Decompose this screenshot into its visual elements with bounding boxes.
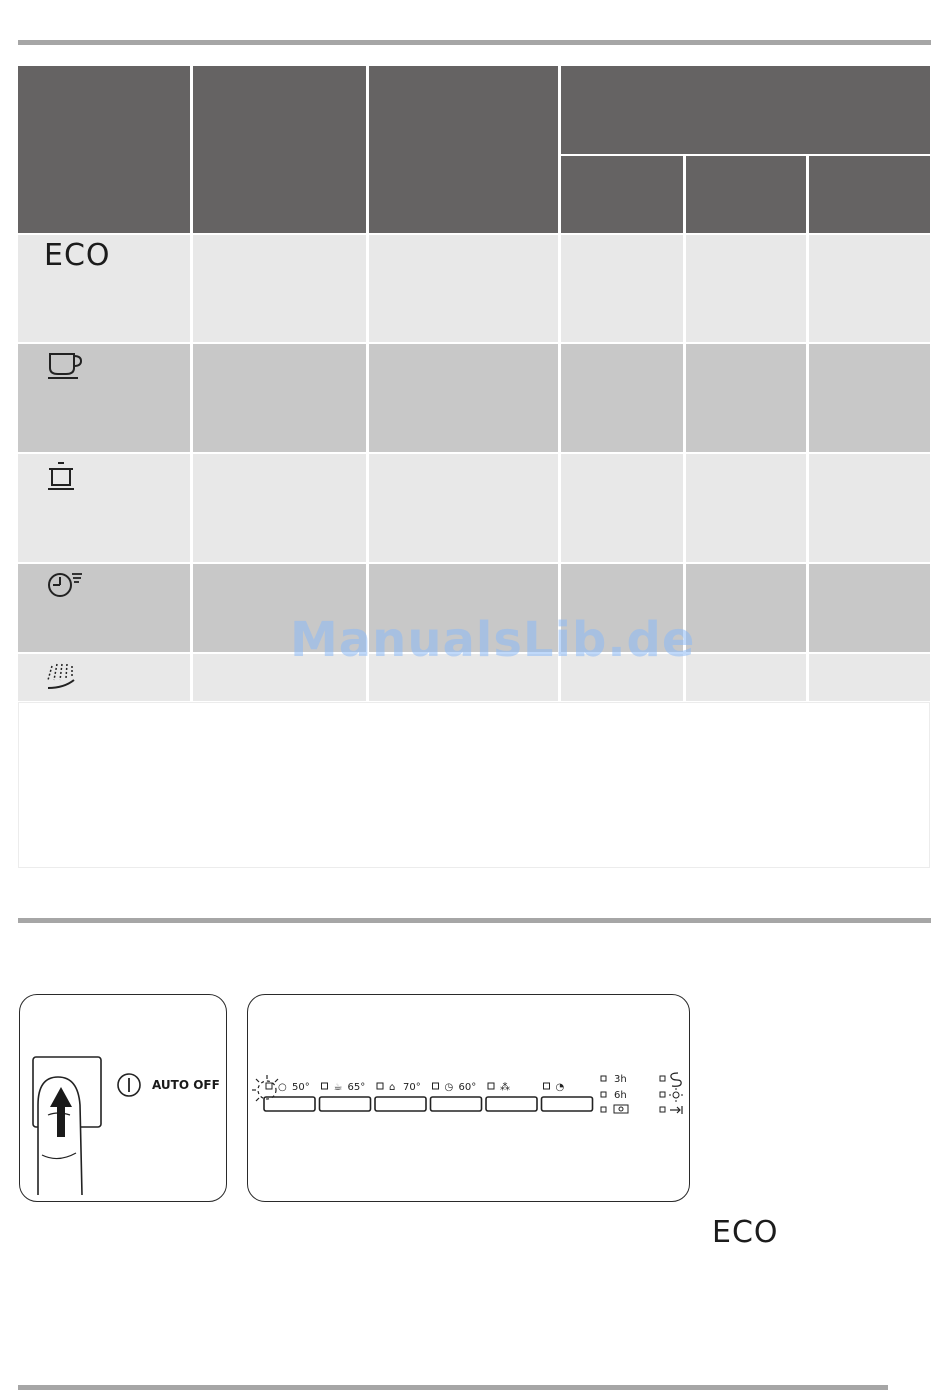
program-led-2 [322,1083,328,1089]
program-temp-4: 60° [458,1082,477,1093]
table-cell-r1-c5 [686,235,806,342]
program-temp-1: 50° [292,1082,310,1093]
pot-icon [46,460,76,492]
pot-icon: ⌂ [389,1082,396,1093]
header-cell-group [561,66,930,154]
delay-6h-label: 6h [614,1090,627,1101]
watermark: ManualsLib.de [290,612,696,668]
table-cell-r3-c2 [193,454,366,562]
table-cell-r3-c4 [561,454,683,562]
salt-icon [671,1073,681,1086]
program-button-6[interactable] [542,1097,593,1111]
program-button-2[interactable] [320,1097,371,1111]
program-temp-2: 65° [347,1082,366,1093]
table-cell-r3-c1 [18,454,190,562]
program-led-4 [433,1083,439,1089]
program-button-3[interactable] [375,1097,426,1111]
cup-icon [46,350,86,382]
header-subcell-1 [561,156,683,233]
header-cell-3 [369,66,558,233]
table-cell-r1-c3 [369,235,558,342]
table-cell-r2-c5 [686,344,806,452]
table-cell-r1-c4 [561,235,683,342]
header-cell-2 [193,66,366,233]
table-cell-r1-c6 [809,235,930,342]
table-cell-r3-c3 [369,454,558,562]
program-led-3 [377,1083,383,1089]
table-cell-r4-c5 [686,564,806,652]
table-cell-r2-c1 [18,344,190,452]
header-cell-1 [18,66,190,233]
table-cell-r5-c5 [686,654,806,701]
control-panel-buttons [248,1055,688,1125]
control-panel [247,994,690,1202]
power-button-panel [19,994,227,1202]
table-cell-r1-c2 [193,235,366,342]
program-led-1 [266,1083,272,1089]
table-cell-r4-c6 [809,564,930,652]
clock-quick-icon [46,570,86,600]
rinse-icon [44,660,80,692]
program-button-4[interactable] [431,1097,482,1111]
delay-3h-label: 3h [614,1074,627,1085]
section-divider [18,918,931,923]
rinse-icon: ⁂ [500,1082,510,1093]
delay-icon: ◔ [555,1082,565,1093]
eco-label: ECO [44,238,111,273]
table-cell-r2-c3 [369,344,558,452]
auto-off-label: AUTO OFF [152,1078,220,1092]
top-divider [18,40,931,45]
program-button-1[interactable] [264,1097,315,1111]
end-icon [670,1106,682,1114]
program-button-5[interactable] [486,1097,537,1111]
finger-press-illustration [28,1045,118,1195]
table-cell-r3-c5 [686,454,806,562]
rinse-aid-icon [669,1088,683,1102]
program-led-6 [544,1083,550,1089]
table-cell-r2-c4 [561,344,683,452]
program-temp-3: 70° [403,1082,421,1093]
table-cell-r2-c6 [809,344,930,452]
power-icon[interactable] [115,1071,143,1099]
header-subcell-3 [809,156,930,233]
program-led-5 [488,1083,494,1089]
cup-icon: ☕ [333,1082,343,1093]
table-cell-r4-c1 [18,564,190,652]
delay-auto-icon [614,1105,628,1113]
header-subcell-2 [686,156,806,233]
table-cell-r5-c6 [809,654,930,701]
table-notes-area [18,702,930,868]
clock-quick-icon: ◷ [444,1082,454,1093]
eco-icon: ○ [278,1082,287,1093]
table-cell-r2-c2 [193,344,366,452]
eco-caption: ECO [712,1215,779,1250]
bottom-divider [18,1385,888,1390]
table-cell-r3-c6 [809,454,930,562]
